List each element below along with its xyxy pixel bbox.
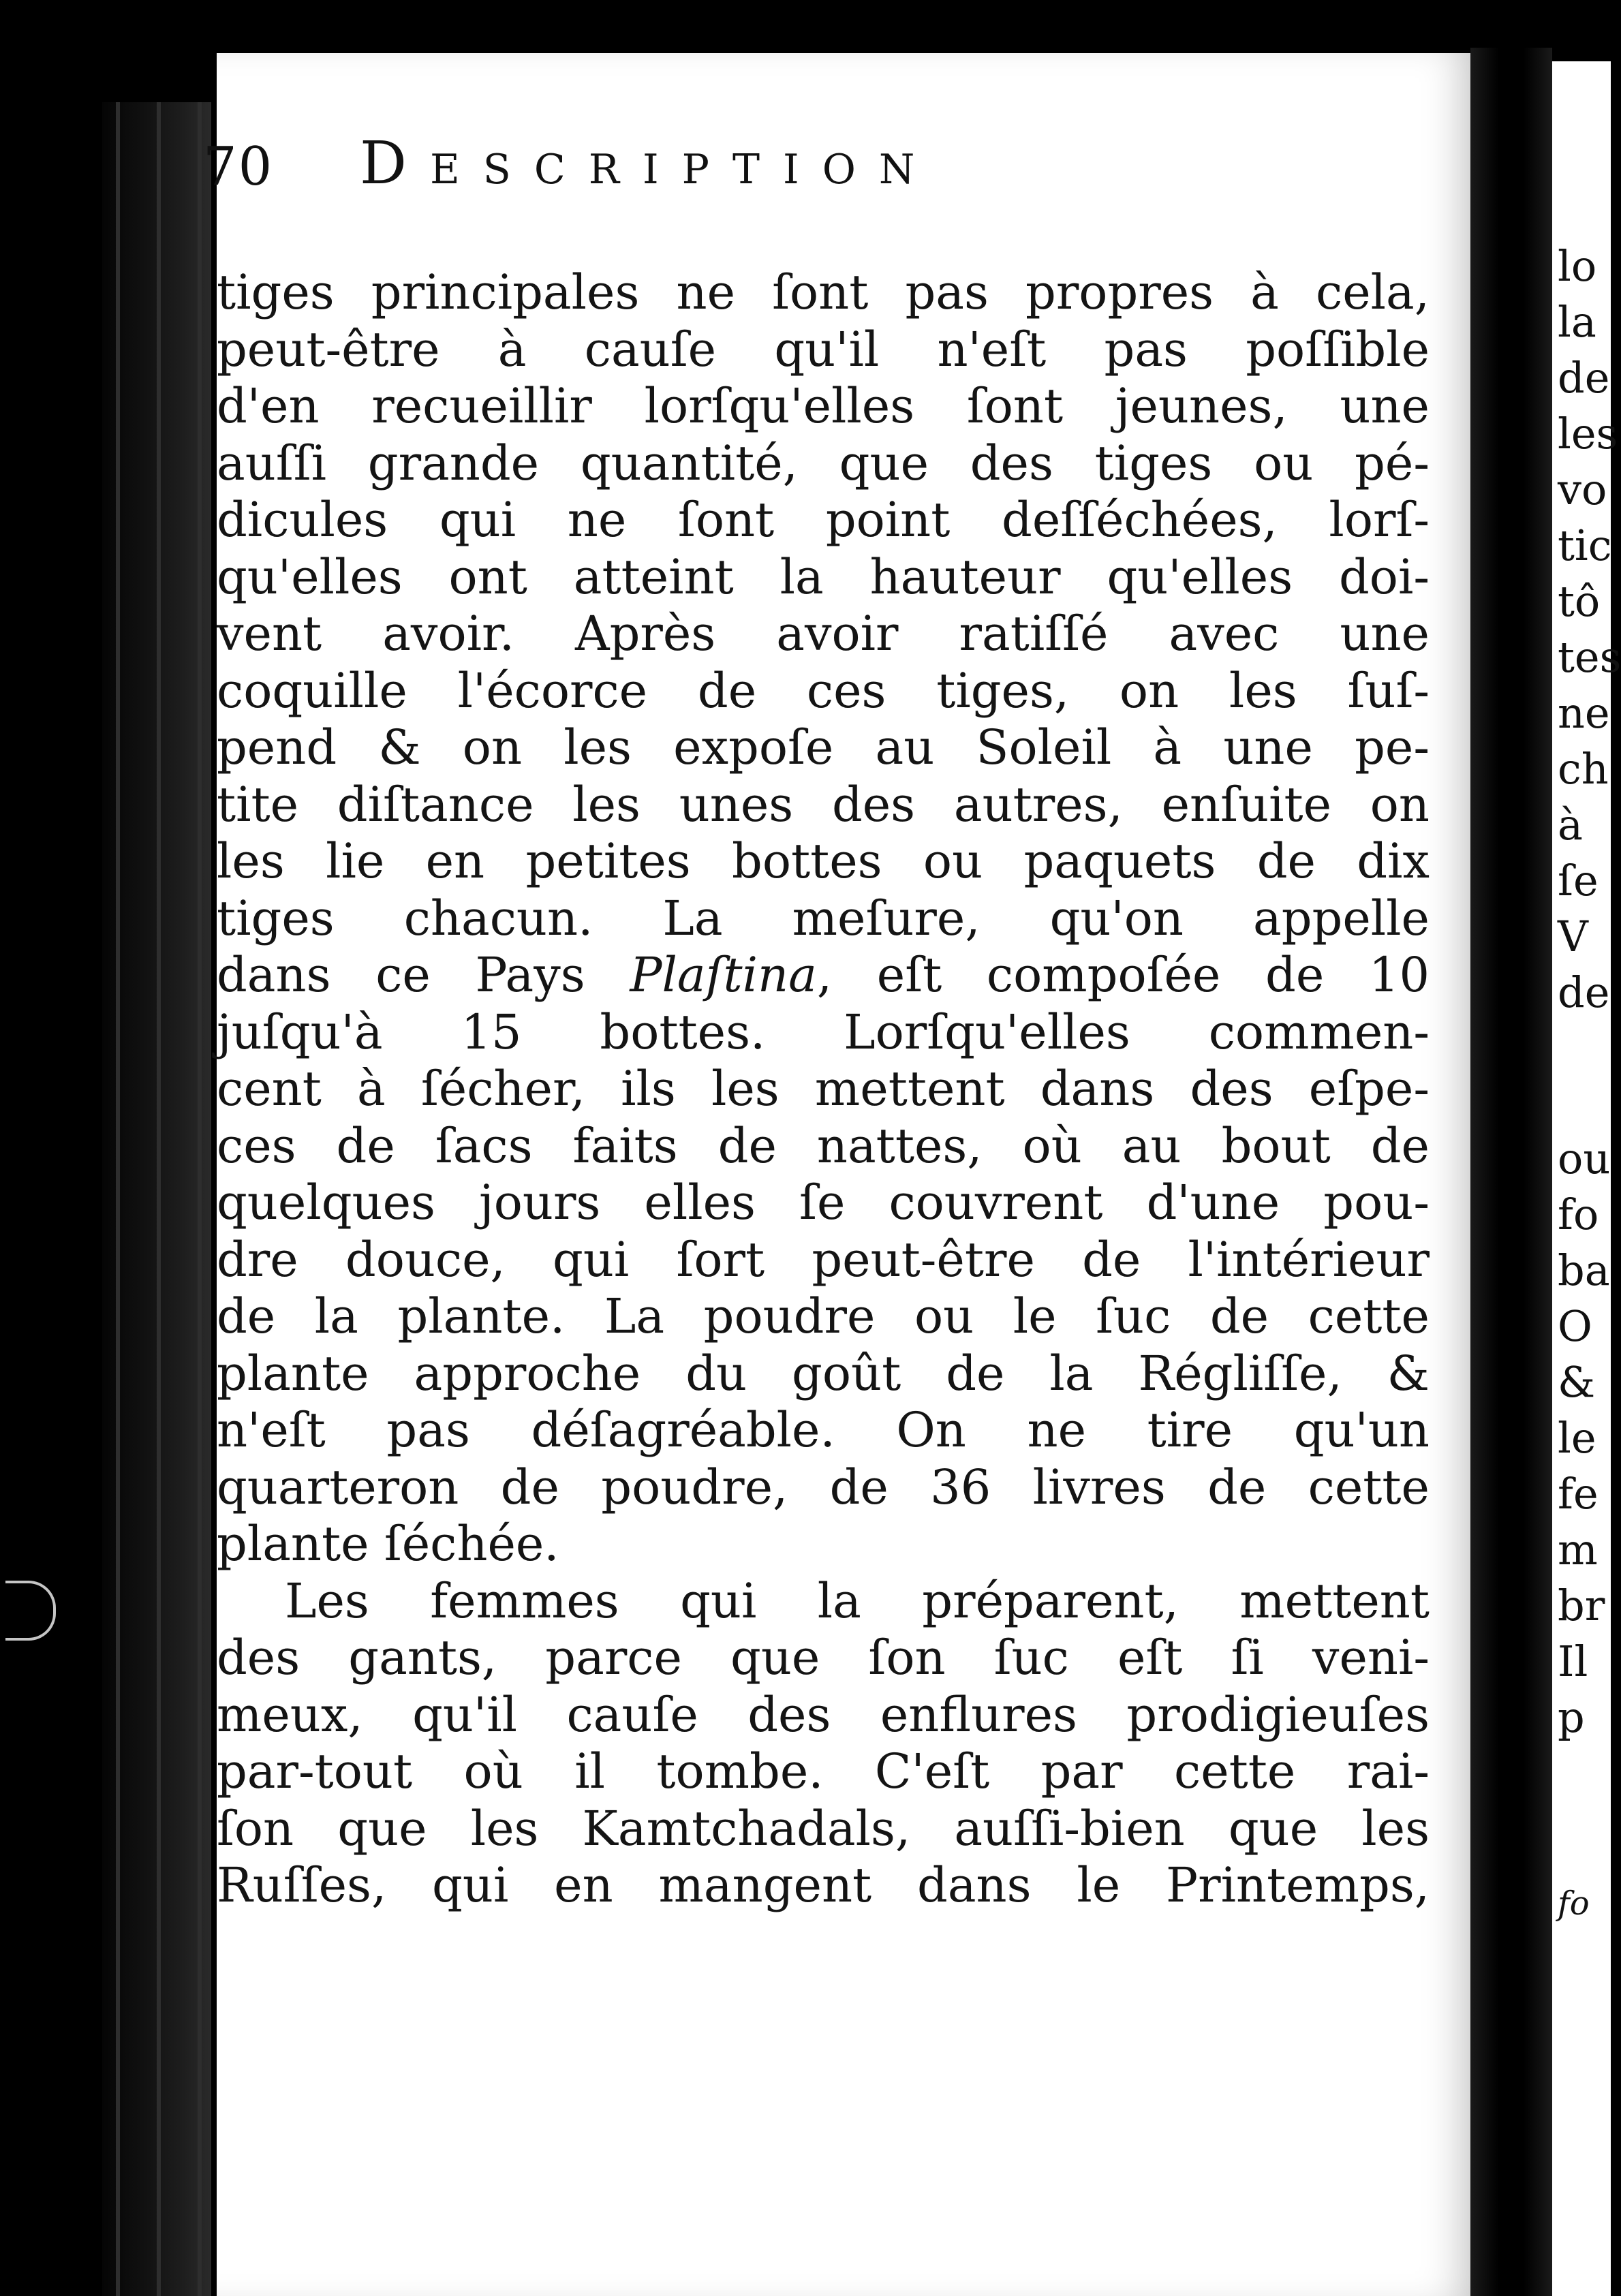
text-line xyxy=(217,947,1430,1004)
text-line: vent avoir. Après avoir ratiſſé avec une xyxy=(217,606,1430,662)
facing-fragment: tô xyxy=(1558,576,1601,626)
italic-term: Plaſtina xyxy=(630,947,817,1003)
text-line: ſon que les Kamtchadals, auſſi-bien que les xyxy=(217,1800,1430,1857)
facing-fragment: br xyxy=(1558,1581,1605,1630)
text-segment: , eſt compoſée de 10 xyxy=(816,947,1430,1003)
text-line: Les femmes qui la préparent, mettent xyxy=(285,1572,1430,1629)
text-line: qu'elles ont atteint la hauteur qu'elles doi- xyxy=(217,548,1430,605)
facing-fragment: le xyxy=(1558,1413,1596,1463)
facing-fragment: Il xyxy=(1558,1636,1588,1686)
text-line: ces de ſacs faits de nattes, où au bout de xyxy=(217,1117,1430,1174)
text-line: dre douce, qui ſort peut-être de l'intérieur xyxy=(217,1231,1430,1288)
facing-fragment: fo xyxy=(1558,1884,1590,1923)
text-line: plante ſéchée. xyxy=(217,1516,559,1572)
facing-fragment: ba xyxy=(1558,1245,1610,1295)
binding-stripe xyxy=(198,102,202,2296)
text-line: coquille l'écorce de ces tiges, on les ſuſ- xyxy=(217,662,1430,719)
text-line: peut-être à cauſe qu'il n'eſt pas poſſible xyxy=(217,321,1430,377)
text-line: par-tout où il tombe. C'eſt par cette rai- xyxy=(217,1743,1430,1799)
facing-fragment: & xyxy=(1558,1357,1596,1407)
facing-fragment: V xyxy=(1558,912,1588,961)
facing-fragment: fe xyxy=(1558,1469,1599,1519)
text-line: dicules qui ne ſont point deſſéchées, lorſ- xyxy=(217,492,1430,548)
facing-fragment: ch xyxy=(1558,744,1609,794)
text-line: auſſi grande quantité, que des tiges ou pé- xyxy=(217,435,1430,491)
facing-fragment: de xyxy=(1558,353,1610,403)
text-line: d'en recueillir lorſqu'elles ſont jeunes, une xyxy=(217,378,1430,434)
text-line: de la plante. La poudre ou le ſuc de cette xyxy=(217,1288,1430,1344)
facing-fragment: à xyxy=(1558,800,1583,850)
facing-fragment: la xyxy=(1558,297,1596,347)
text-line: plante approche du goût de la Régliſſe, & xyxy=(217,1345,1430,1401)
text-line: pend & on les expoſe au Soleil à une pe- xyxy=(217,719,1430,775)
binding-stripe xyxy=(157,102,161,2296)
facing-fragment: lo xyxy=(1558,241,1597,291)
facing-fragment: tic xyxy=(1558,521,1612,570)
text-line: tite diſtance les unes des autres, enſuite on xyxy=(217,776,1430,833)
facing-fragment: vo xyxy=(1558,465,1607,514)
text-line: quarteron de poudre, de 36 livres de cette xyxy=(217,1459,1430,1515)
facing-fragment: p xyxy=(1558,1692,1585,1742)
facing-fragment: fo xyxy=(1558,1190,1599,1239)
facing-fragment: ne xyxy=(1558,688,1610,738)
text-line: juſqu'à 15 bottes. Lorſqu'elles commen- xyxy=(217,1004,1430,1060)
page-gutter xyxy=(1470,48,1552,2296)
facing-fragment: ſe xyxy=(1558,856,1599,905)
facing-fragment: ou xyxy=(1558,1134,1611,1183)
facing-fragment: m xyxy=(1558,1525,1598,1574)
running-title: Description xyxy=(360,129,938,198)
text-segment: dans ce Pays xyxy=(217,947,585,1003)
text-line: n'eſt pas déſagréable. On ne tire qu'un xyxy=(217,1402,1430,1458)
text-line: cent à ſécher, ils les mettent dans des eſpe- xyxy=(217,1061,1430,1117)
body-text xyxy=(217,264,1430,1914)
text-line: les lie en petites bottes ou paquets de dix xyxy=(217,833,1430,889)
text-line: tiges principales ne ſont pas propres à cela, xyxy=(217,264,1430,320)
edge-mark-icon xyxy=(5,1581,56,1641)
running-head xyxy=(203,116,1252,211)
page-number: 70 xyxy=(203,136,274,198)
text-line: tiges chacun. La meſure, qu'on appelle xyxy=(217,890,1430,946)
facing-fragment: les xyxy=(1558,409,1618,459)
text-line: quelques jours elles ſe couvrent d'une pou- xyxy=(217,1175,1430,1230)
facing-page xyxy=(1552,61,1621,2296)
text-line: meux, qu'il cauſe des enflures prodigieuſes xyxy=(217,1686,1430,1743)
facing-fragment: O xyxy=(1558,1301,1592,1351)
text-line: Ruſſes, qui en mangent dans le Printemps, xyxy=(217,1857,1430,1913)
facing-fragment: tes xyxy=(1558,632,1621,682)
text-line: des gants, parce que ſon ſuc eſt ſi veni- xyxy=(217,1630,1430,1686)
binding-stripe xyxy=(116,102,120,2296)
facing-fragment: de xyxy=(1558,967,1610,1017)
